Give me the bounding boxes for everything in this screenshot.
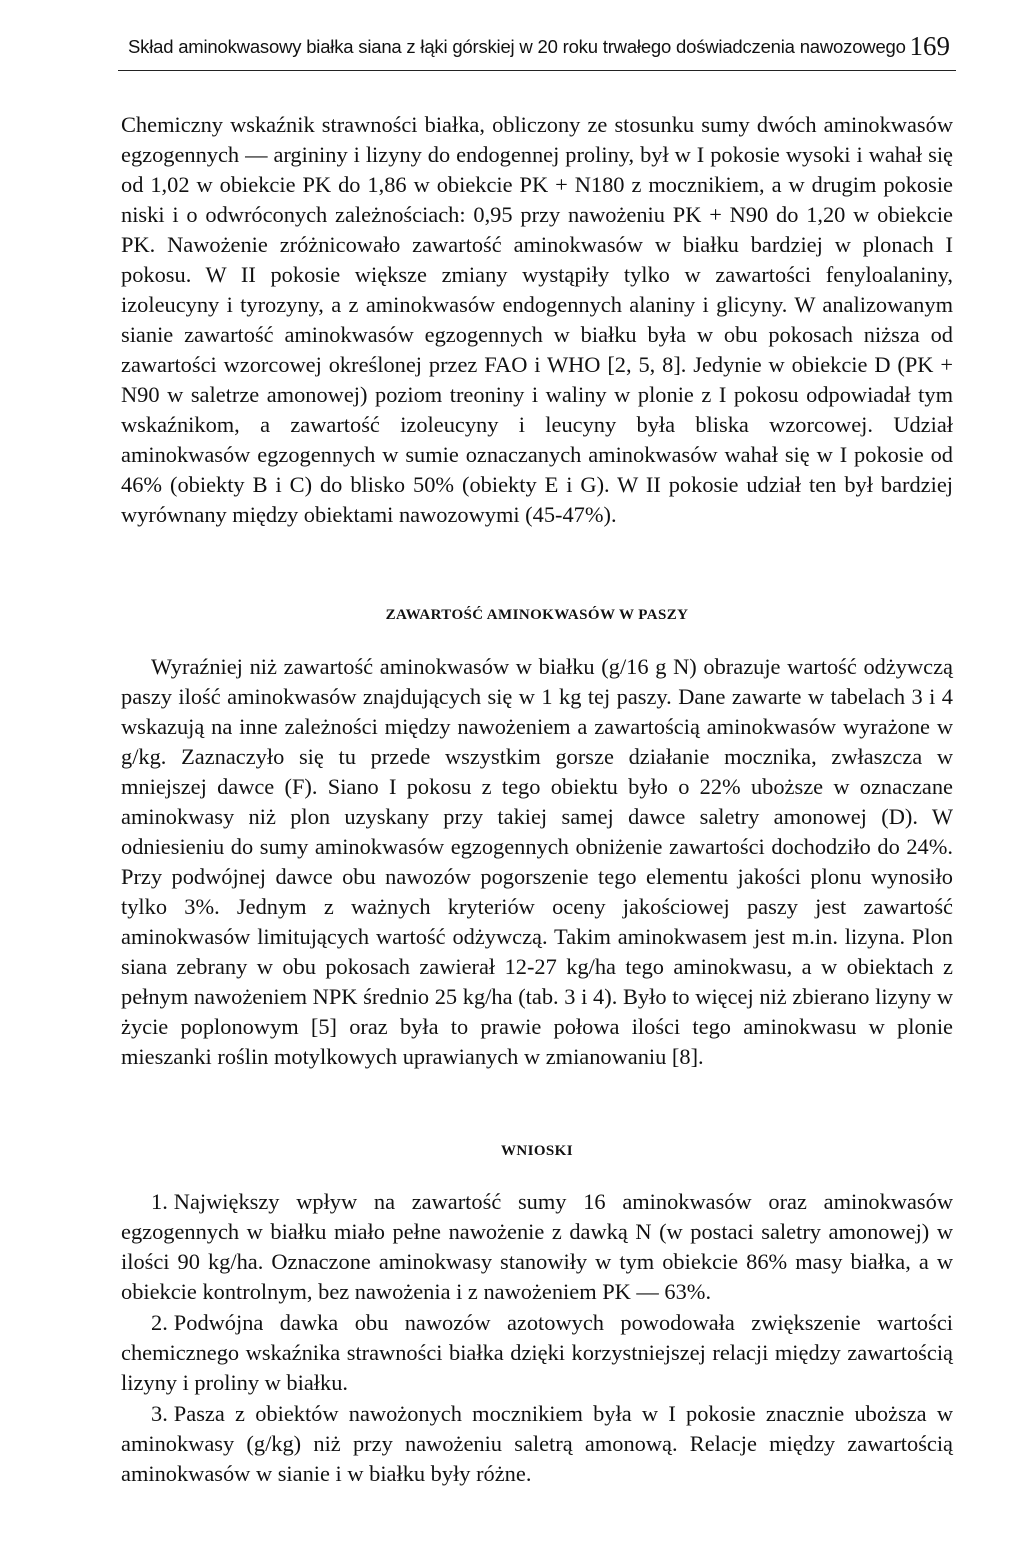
conclusion-number: 1. [151, 1189, 168, 1214]
conclusion-number: 2. [151, 1310, 168, 1335]
conclusion-text: Pasza z obiektów nawożonych mocznikiem była w I pokosie znacznie uboższa w aminokwasy (g/kg) niż przy nawożeniu saletrą amonową. Relacje między zawartością aminokwasów w sianie i w białku były różne. [121, 1401, 953, 1486]
conclusion-item [121, 1399, 953, 1489]
running-header [118, 22, 956, 71]
conclusion-item [121, 1187, 953, 1307]
page-number: 169 [909, 31, 950, 61]
conclusion-text: Największy wpływ na zawartość sumy 16 aminokwasów oraz aminokwasów egzogennych w białku miało pełne nawożenie z dawką N (w postaci saletry amonowej) w ilości 90 kg/ha. Oznaczone aminokwasy stanowiły w tym obiekcie 86% masy białka, a w obiekcie kontrolnym, bez nawożenia i z nawożeniem PK — 63%. [121, 1189, 953, 1304]
conclusions-list [121, 1187, 953, 1490]
conclusion-item [121, 1308, 953, 1398]
section-heading-conclusions: WNIOSKI [501, 1143, 573, 1159]
paragraph-digestibility-index: Chemiczny wskaźnik strawności białka, obliczony ze stosunku sumy dwóch aminokwasów egzogennych — argininy i lizyny do endogennej proliny, był w I pokosie wysoki i wahał się od 1,02 w obiekcie PK do 1,86 w obiekcie PK + N180 z mocznikiem, a w drugim pokosie niski i o odwróconych zależnościach: 0,95 przy nawożeniu PK + N90 do 1,20 w obiekcie PK. Nawożenie zróżnicowało zawartość aminokwasów w białku bardziej w plonach I pokosu. W II pokosie większe zmiany wystąpiły tylko w zawartości fenyloalaniny, izoleucyny i tyrozyny, a z aminokwasów endogennych alaniny i glicyny. W analizowanym sianie zawartość aminokwasów egzogennych w białku była w obu pokosach niższa od zawartości wzorcowej określonej przez FAO i WHO [2, 5, 8]. Jedynie w obiekcie D (PK + N90 w saletrze amonowej) poziom treoniny i waliny w plonie z I pokosu odpowiadał tym wskaźnikom, a zawartość izoleucyny i leucyny była bliska wzorcowej. Udział aminokwasów egzogennych w sumie oznaczanych aminokwasów wahał się w I pokosie od 46% (obiekty B i C) do blisko 50% (obiekty E i G). W II pokosie udział ten był bardziej wyrównany między obiektami nawozowymi (45-47%). [121, 112, 953, 527]
conclusion-text: Podwójna dawka obu nawozów azotowych powodowała zwiększenie wartości chemicznego wskaźnika strawności białka dzięki korzystniejszej relacji między zawartością lizyny i proliny w białku. [121, 1310, 953, 1395]
section-heading-amino-acid-content: ZAWARTOŚĆ AMINOKWASÓW W PASZY [385, 607, 689, 623]
running-title: Skład aminokwasowy białka siana z łąki górskiej w 20 roku trwałego doświadczenia nawozowego [128, 36, 906, 57]
conclusion-number: 3. [151, 1401, 168, 1426]
paragraph-amino-acid-content: Wyraźniej niż zawartość aminokwasów w białku (g/16 g N) obrazuje wartość odżywczą paszy ilość aminokwasów znajdujących się w 1 kg tej paszy. Dane zawarte w tabelach 3 i 4 wskazują na inne zależności między nawożeniem a zawartością aminokwasów wyrażone w g/kg. Zaznaczyło się tu przede wszystkim gorsze działanie mocznika, zwłaszcza w mniejszej dawce (F). Siano I pokosu z tego obiektu było o 22% uboższe w oznaczane aminokwasy niż plon uzyskany przy takiej samej dawce saletry amonowej (D). W odniesieniu do sumy aminokwasów egzogennych obniżenie zawartości dochodziło do 24%. Przy podwójnej dawce obu nawozów pogorszenie tego elementu jakości plonu wynosiło tylko 3%. Jednym z ważnych kryteriów oceny jakościowej paszy jest zawartość aminokwasów limitujących wartość odżywczą. Takim aminokwasem jest m.in. lizyna. Plon siana zebrany w obu pokosach zawierał 12-27 kg/ha tego aminokwasu, a w obiektach z pełnym nawożeniem NPK średnio 25 kg/ha (tab. 3 i 4). Było to więcej niż zbierano lizyny w życie poplonowym [5] oraz była to prawie połowa ilości tego aminokwasu w plonie mieszanki roślin motylkowych uprawianych w zmianowaniu [8]. [121, 654, 953, 1069]
